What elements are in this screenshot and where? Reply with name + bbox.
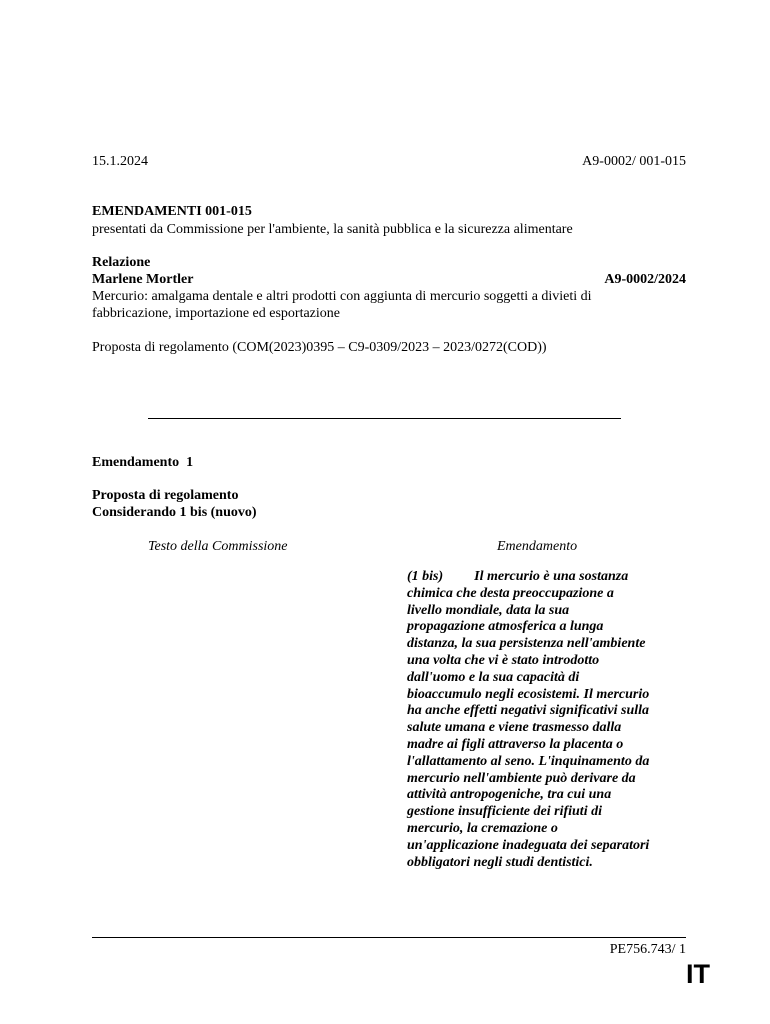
- amendment-line: (1 bis) Il mercurio è una sostanza: [407, 569, 629, 584]
- amendment-line: ha anche effetti negativi significativi sulla: [407, 703, 650, 719]
- document-date: 15.1.2024: [92, 154, 148, 169]
- amendment-line: un'applicazione inadeguata dei separatori: [407, 837, 650, 853]
- commission-text-header: Testo della Commissione: [148, 539, 288, 554]
- amendment-column-header: Emendamento: [497, 539, 578, 554]
- amendments-heading: EMENDAMENTI 001-015: [92, 204, 252, 219]
- amendment-line: salute umana e viene trasmesso dalla: [407, 720, 622, 736]
- footer-rule: [92, 937, 686, 938]
- presented-by: presentati da Commissione per l'ambiente, la sanità pubblica e la sicurezza alimentare: [92, 222, 573, 237]
- recital-number: (1 bis): [407, 569, 444, 584]
- amendment-line: madre ai figli attraverso la placenta o: [407, 736, 624, 752]
- amendment-line: mercurio nell'ambiente può derivare da: [407, 770, 636, 786]
- proposal-reference: Proposta di regolamento (COM(2023)0395 – C9-0309/2023 – 2023/0272(COD)): [92, 340, 547, 355]
- amendment-line: dall'uomo e la sua capacità di: [407, 669, 580, 685]
- amendment-line: chimica che desta preoccupazione a: [407, 585, 614, 601]
- language-code: IT: [686, 959, 710, 989]
- separator-line: [148, 418, 621, 419]
- amendment-heading: Emendamento 1: [92, 455, 194, 470]
- amendment-line: l'allattamento al seno. L'inquinamento da: [407, 753, 650, 769]
- amendment-line: distanza, la sua persistenza nell'ambiente: [407, 636, 646, 652]
- report-subject-line-1: Mercurio: amalgama dentale e altri prodotti con aggiunta di mercurio soggetti a divieti di: [92, 289, 592, 304]
- proposal-label: Proposta di regolamento: [92, 488, 239, 503]
- amendment-line: bioaccumulo negli ecosistemi. Il mercurio: [407, 686, 650, 702]
- amendment-line: propagazione atmosferica a lunga: [407, 619, 604, 635]
- amendment-line: livello mondiale, data la sua: [407, 602, 570, 618]
- document-reference: A9-0002/ 001-015: [582, 154, 686, 169]
- amendment-line: attività antropogeniche, tra cui una: [407, 787, 612, 803]
- amendment-line: obbligatori negli studi dentistici.: [407, 854, 593, 870]
- amendment-line: gestione insufficiente dei rifiuti di: [407, 804, 602, 820]
- report-label: Relazione: [92, 255, 151, 270]
- report-number: A9-0002/2024: [604, 272, 686, 287]
- recital-label: Considerando 1 bis (nuovo): [92, 505, 257, 520]
- amendment-text: [407, 569, 682, 871]
- amendment-line: una volta che vi è stato introdotto: [407, 652, 600, 668]
- report-subject-line-2: fabbricazione, importazione ed esportazione: [92, 306, 340, 321]
- amendment-line: mercurio, la cremazione o: [407, 820, 558, 836]
- rapporteur-name: Marlene Mortler: [92, 272, 194, 287]
- footer-document-number: PE756.743/ 1: [609, 942, 686, 957]
